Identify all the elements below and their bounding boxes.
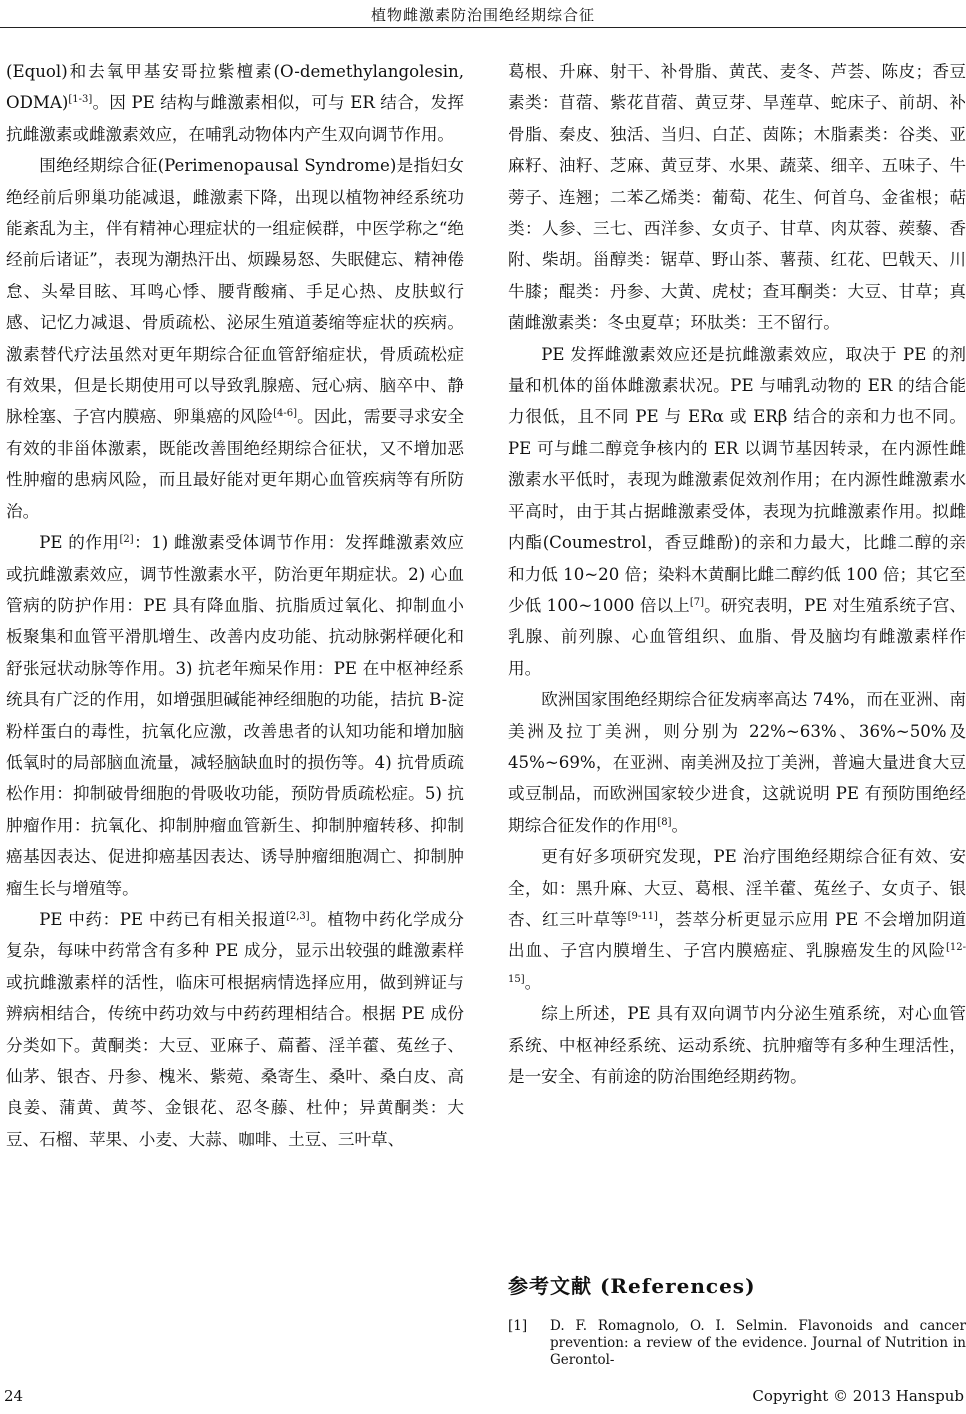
paragraph-4-text-cont: 。植物中药化学成分复杂，每味中药常含有多种 PE 成分，显示出较强的雌激素样或抗雌激素样的活性，临床可根据病情选择应用，做到辨证与辨病相结合，传统中药功效与中药药理相结合。根据 PE 成份分类如下。黄酮类：大豆、亚麻子、萹蓄、淫羊藿、菟丝子、仙茅、银杏、丹参、槐米、紫菀、桑寄生、桑叶、桑白皮、高良姜、蒲黄、黄芩、金银花、忍冬藤、杜仲；异黄酮类：大豆、石榴、苹果、小麦、大蒜、咖啡、土豆、三叶草、	[6, 909, 465, 1149]
paragraph-4-text: PE 中药：PE 中药已有相关报道	[39, 909, 286, 929]
paragraph-3-text: PE 的作用	[39, 533, 120, 553]
citation: [4-6]	[273, 408, 298, 420]
paragraph-8	[508, 841, 966, 998]
paragraph-8-text-end: 。	[524, 972, 542, 992]
paragraph-3-text-cont: ：1) 雌激素受体调节作用：发挥雌激素效应或抗雌激素效应，调节性激素水平，防治更年期症状。2) 心血管病的防护作用：PE 具有降血脂、抗脂质过氧化、抑制血小板聚集和血管平滑肌增生、改善内皮功能、抗动脉粥样硬化和舒张冠状动脉等作用。3) 抗老年痴呆作用：PE 在中枢神经系统具有广泛的作用，如增强胆碱能神经细胞的功能，拮抗 B-淀粉样蛋白的毒性，抗氧化应激，改善患者的认知功能和增加脑低氧时的局部脑血流量，减轻脑缺血时的损伤等。4) 抗骨质疏松作用：抑制破骨细胞的骨吸收功能，预防骨质疏松症。5) 抗肿瘤作用：抗氧化、抑制肿瘤血管新生、抑制肿瘤转移、抑制癌基因表达、促进抑癌基因表达、诱导肿瘤细胞凋亡、抑制肿瘤生长与增殖等。	[6, 533, 464, 898]
citation: [9-11]	[627, 910, 658, 922]
reference-text: D. F. Romagnolo, O. I. Selmin. Flavonoids and cancer prevention: a review of the evidence. Journal of Nutrition in Gerontol-	[550, 1318, 966, 1368]
reference-item	[508, 1318, 966, 1369]
paragraph-7-text-cont: 。	[671, 815, 689, 835]
copyright-notice: Copyright © 2013 Hanspub	[752, 1387, 964, 1405]
references-heading: 参考文献 (References)	[508, 1274, 756, 1298]
right-column	[508, 56, 966, 1092]
citation: [12-15]	[508, 942, 966, 985]
paragraph-1-text-cont: 。因 PE 结构与雌激素相似，可与 ER 结合，发挥抗雌激素或雌激素效应，在哺乳动物体内产生双向调节作用。	[6, 93, 464, 144]
paragraph-4	[6, 904, 464, 1155]
citation: [1-3]	[68, 94, 93, 106]
paragraph-5: 葛根、升麻、射干、补骨脂、黄芪、麦冬、芦荟、陈皮；香豆素类：苜蓿、紫花苜蓿、黄豆芽、旱莲草、蛇床子、前胡、补骨脂、秦皮、独活、当归、白芷、茵陈；木脂素类：谷类、亚麻籽、油籽、芝麻、黄豆芽、水果、蔬菜、细辛、五味子、牛蒡子、连翘；二苯乙烯类：葡萄、花生、何首乌、金雀根；萜类：人参、三七、西洋参、女贞子、甘草、肉苁蓉、蒺藜、香附、柴胡。甾醇类：锯草、野山茶、薯蓣、红花、巴戟天、川牛膝；醌类：丹参、大黄、虎杖；查耳酮类：大豆、甘草；真菌雌激素类：冬虫夏草；环肽类：王不留行。	[508, 62, 966, 333]
paragraph-9: 综上所述，PE 具有双向调节内分泌生殖系统，对心血管系统、中枢神经系统、运动系统、抗肿瘤等有多种生理活性，是一安全、有前途的防治围绝经期药物。	[508, 1004, 966, 1086]
page-number: 24	[4, 1387, 24, 1405]
citation: [7]	[689, 596, 705, 608]
paragraph-2-text: 围绝经期综合征(Perimenopausal Syndrome)是指妇女绝经前后卵巢功能减退，雌激素下降，出现以植物神经系统功能紊乱为主，伴有精神心理症状的一组症候群，中医学称之“绝经前后诸证”，表现为潮热汗出、烦躁易怒、失眠健忘、精神倦怠、头晕目眩、耳鸣心悸、腰背酸痛、手足心热、皮肤蚁行感、记忆力减退、骨质疏松、泌尿生殖道萎缩等症状的疾病。激素替代疗法虽然对更年期综合征血管舒缩症状，骨质疏松症有效果，但是长期使用可以导致乳腺癌、冠心病、脑卒中、静脉栓塞、子宫内膜癌、卵巢癌的风险	[6, 156, 464, 427]
paragraph-3	[6, 527, 464, 904]
header-rule	[0, 27, 966, 28]
paragraph-7	[508, 684, 966, 841]
citation: [2]	[119, 534, 134, 546]
paragraph-6	[508, 339, 966, 684]
paragraph-6-text-cont: 。研究表明，PE 对生殖系统子宫、乳腺、前列腺、心血管组织、血脂、骨及脑均有雌激素样作用。	[508, 595, 966, 678]
paragraph-1-text: (Equol)和去氧甲基安哥拉紫檀素(O-demethylangolesin, ODMA)	[6, 62, 464, 113]
running-title: 植物雌激素防治围绝经期综合征	[370, 6, 595, 24]
citation: [8]	[657, 816, 672, 828]
left-column	[6, 56, 464, 1155]
reference-number: [1]	[508, 1318, 528, 1334]
paragraph-8-text-mid: ，荟萃分析更显示应用 PE 不会增加阴道出血、子宫内膜增生、子宫内膜癌症、乳腺癌发生的风险	[508, 909, 966, 961]
citation: [2,3]	[285, 910, 310, 922]
paragraph-2-text-cont: 。因此，需要寻求安全有效的非甾体激素，既能改善围绝经期综合征状，又不增加恶性肿瘤的患病风险，而且最好能对更年期心血管疾病等有所防治。	[6, 407, 465, 521]
paragraph-1	[6, 56, 464, 150]
paragraph-2	[6, 150, 464, 527]
paragraph-8-text: 更有好多项研究发现，PE 治疗围绝经期综合征有效、安全，如：黑升麻、大豆、葛根、淫羊藿、菟丝子、女贞子、银杏、红三叶草等	[508, 847, 966, 929]
paragraph-6-text: PE 发挥雌激素效应还是抗雌激素效应，取决于 PE 的剂量和机体的甾体雌激素状况。PE 与哺乳动物的 ER 的结合能力很低，且不同 PE 与 ERα 或 ERβ 结合的亲和力也不同。PE 可与雌二醇竞争核内的 ER 以调节基因转录，在内源性雌激素水平低时，表现为雌激素促效剂作用；在内源性雌激素水平高时，由于其占据雌激素受体，表现为抗雌激素作用。拟雌内酯(Coumestrol，香豆雌酚)的亲和力最大，比雌二醇的亲和力低 10~20 倍；染料木黄酮比雌二醇约低 100 倍；其它至少低 100~1000 倍以上	[508, 344, 966, 615]
paragraph-7-text: 欧洲国家围绝经期综合征发病率高达 74%，而在亚洲、南美洲及拉丁美洲，则分别为 22%~63%、36%~50%及 45%~69%，在亚洲、南美洲及拉丁美洲，普遍大量进食大豆或豆制品，而欧洲国家较少进食，这就说明 PE 有预防围绝经期综合征发作的作用	[508, 690, 966, 835]
